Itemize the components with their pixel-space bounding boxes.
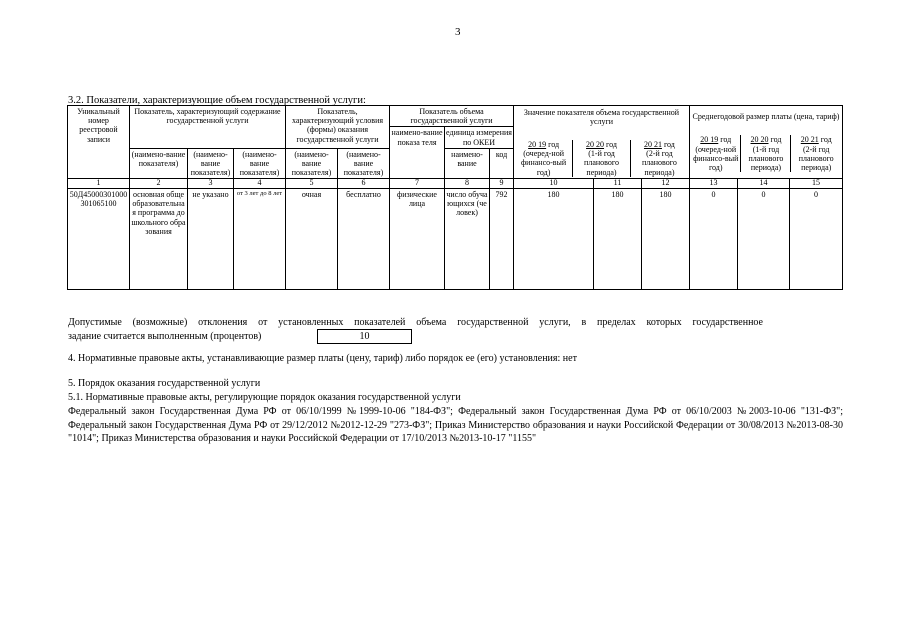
header-fee-year-1: 20 19 год (очеред-ной финансо-вый год) <box>691 135 741 172</box>
header-unique-number: Уникальный номер реестровой записи <box>68 106 130 179</box>
header-year-1: 20 19 год (очеред-ной финансо-вый год) <box>515 140 573 177</box>
registry-number-cell: 50Д45000301000301065100 <box>68 189 130 290</box>
header-volume-indicator: Показатель объема государственной услуги <box>390 106 514 127</box>
column-number: 3 <box>188 179 234 189</box>
fee-year-2-cell: 0 <box>738 189 790 290</box>
unit-code-cell: 792 <box>490 189 514 290</box>
header-fee-year-3: 20 21 год (2-й год планового периода) <box>798 135 834 172</box>
header-fee-year-2: 20 20 год (1-й год планового периода) <box>741 135 791 172</box>
deviation-text-line1: Допустимые (возможные) отклонения от установленных показателей объема государственной услуги, в пределах которых государственное <box>68 317 763 328</box>
header-value-group <box>514 106 690 179</box>
header-row-1 <box>68 106 843 127</box>
column-number: 2 <box>130 179 188 189</box>
program-cell: основная общеобразовательная программа дошкольного образования <box>130 189 188 290</box>
column-number: 5 <box>286 179 338 189</box>
fee-year-1-cell: 0 <box>690 189 738 290</box>
header-year-3: 20 21 год (2-й год планового периода) <box>641 139 677 177</box>
volume-indicators-table <box>67 105 843 290</box>
column-number: 14 <box>738 179 790 189</box>
header-value: Значение показателя объема государственной услуги <box>523 107 680 126</box>
section-5-heading: 5. Порядок оказания государственной услуги <box>68 378 261 389</box>
column-number: 9 <box>490 179 514 189</box>
header-content-indicator: Показатель, характеризующий содержание государственной услуги <box>130 106 286 149</box>
column-number: 7 <box>390 179 445 189</box>
column-number: 13 <box>690 179 738 189</box>
header-unit-name: наимено-вание <box>445 148 490 179</box>
header-sub-name-5: (наимено-вание показателя) <box>286 148 338 179</box>
table-row <box>68 189 843 290</box>
deviation-value-box: 10 <box>317 329 412 344</box>
header-unit: единица измерения по ОКЕИ <box>446 128 512 147</box>
header-year-2: 20 20 год (1-й год планового периода) <box>573 140 631 177</box>
payment-cell: бесплатно <box>338 189 390 290</box>
header-sub-name-2: (наимено-вание показателя) <box>130 148 188 179</box>
header-volume-name: наимено-вание показа теля <box>390 127 445 179</box>
value-year-3-cell: 180 <box>642 189 690 290</box>
header-sub-name-3: (наимено-вание показателя) <box>188 148 234 179</box>
not-specified-cell: не указано <box>188 189 234 290</box>
value-year-2-cell: 180 <box>594 189 642 290</box>
column-number: 10 <box>514 179 594 189</box>
category-cell: физические лица <box>390 189 445 290</box>
column-numbers-row <box>68 179 843 189</box>
form-cell: очная <box>286 189 338 290</box>
legal-acts-paragraph: Федеральный закон Государственная Дума РФ от 06/10/1999 №1999-10-06 "184-ФЗ"; Федеральный закон Государственная Дума РФ от 06/10/2003 №2003-10-06 "131-ФЗ"; Федеральный закон Государственная Дума РФ от 29/12/2012 №2012-12-29 "273-ФЗ"; Приказ Министерство образования и науки Российской Федерации от 30/08/2013 №2013-08-30 "1014"; Приказ Министерства образования и науки Российской Федерации от 17/10/2013 №2013-10-17 "1155" <box>68 406 843 444</box>
header-fee-group <box>690 106 843 179</box>
column-number: 12 <box>642 179 690 189</box>
header-conditions-indicator: Показатель, характеризующий условия (формы) оказания государственной услуги <box>286 106 390 149</box>
section-4-text: 4. Нормативные правовые акты, устанавливающие размер платы (цену, тариф) либо порядок ее (его) установления: нет <box>68 353 577 364</box>
header-fee: Среднегодовой размер платы (цена, тариф) <box>692 112 840 122</box>
column-number: 8 <box>445 179 490 189</box>
value-year-1-cell: 180 <box>514 189 594 290</box>
column-number: 1 <box>68 179 130 189</box>
header-sub-name-4: (наимено-вание показателя) <box>234 148 286 179</box>
age-cell: от 3 лет до 8 лет <box>234 189 286 290</box>
section-heading: 3.2. Показатели, характеризующие объем государственной услуги: <box>68 95 366 106</box>
column-number: 15 <box>790 179 843 189</box>
column-number: 6 <box>338 179 390 189</box>
column-number: 4 <box>234 179 286 189</box>
section-5-1-heading: 5.1. Нормативные правовые акты, регулирующие порядок оказания государственной услуги <box>68 392 461 403</box>
fee-year-3-cell: 0 <box>790 189 843 290</box>
header-sub-name-6: (наимено-вание показателя) <box>338 148 390 179</box>
page-number: 3 <box>455 26 461 38</box>
deviation-text-line2: задание считается выполненным (процентов) <box>68 331 262 342</box>
unit-name-cell: число обучающихся (человек) <box>445 189 490 290</box>
column-number: 11 <box>594 179 642 189</box>
header-unit-code: код <box>490 148 514 179</box>
